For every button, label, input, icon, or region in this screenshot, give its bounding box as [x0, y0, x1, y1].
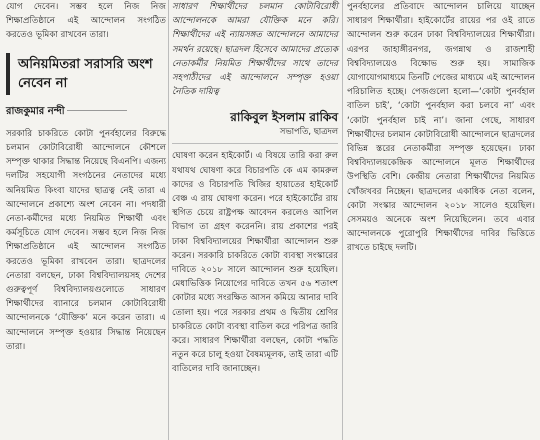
quote-author: রাকিবুল ইসলাম রাকিব	[230, 110, 338, 125]
intro-paragraph: যোগ দেবেন। সম্ভব হলে নিজ নিজ শিক্ষাপ্রতিষ্ঠানে এই আন্দোলন সংগঠিত করতেও ভূমিকা রাখবেন তারা।	[6, 2, 166, 41]
pull-quote: অনিয়মিতরা সরাসরি অংশ নেবেন না	[6, 53, 166, 95]
column-divider	[342, 0, 343, 440]
quote-author-role: সভাপতি, ছাত্রদল	[279, 126, 338, 137]
byline-rule	[67, 110, 127, 111]
column-2	[172, 0, 338, 377]
column-1	[6, 0, 166, 354]
article-body: পুনর্বহালের প্রতিবাদে আন্দোলন চালিয়ে যাচ্ছেন সাধারণ শিক্ষার্থীরা। হাইকোর্টের রায়ের পর ওই রাতে আন্দোলন শুরু করেন ঢাকা বিশ্ববিদ্যালয়ের শিক্ষার্থীরা। এরপর জাহাঙ্গীরনগর, জগন্নাথ ও রাজশাহী বিশ্ববিদ্যালয়েও বিক্ষোভ শুরু হয়। সামাজিক যোগাযোগমাধ্যমে তিনটি পেজের মাধ্যমে এই আন্দোলন পরিচালিত হচ্ছে। পেজগুলো হলো—‘কোটা পুনর্বহাল বাতিল চাই’, ‘কোটা পুনর্বহাল করা চলবে না’ এবং ‘কোটা পুনর্বহাল চাই না’। জানা গেছে, সাধারণ শিক্ষার্থীদের চলমান কোটাবিরোধী আন্দোলনে ছাত্রদলের বিভিন্ন স্তরের নেতাকর্মীরা সম্পৃক্ত হয়েছেন। ঢাকা বিশ্ববিদ্যালয়কেন্দ্রিক আন্দোলনে মূলত শিক্ষার্থীদের উপস্থিতি বেশি। কেন্দ্রীয় নেতারা শিক্ষার্থীদের নিয়মিত খোঁজখবর নিচ্ছেন। ছাত্রদলের একাধিক নেতা বলেন, কোটা সংস্কার আন্দোলন ২০১৮ সালেও হয়েছিল। সেসময়ও অনেকে অংশ নিয়েছিলেন। তবে এবার আন্দোলনকে পুরোপুরি শিক্ষার্থীদের দাবির ভিত্তিতে রাখতে চাইছে দলটি।	[347, 2, 535, 254]
byline-name: রাজকুমার নন্দী	[6, 105, 65, 117]
section-divider	[172, 143, 338, 144]
column-3	[347, 0, 535, 256]
article-body: ঘোষণা করেন হাইকোর্ট। এ বিষয়ে তারি করা রুল যথাযথ ঘোষণা করে বিচারপতি কে এম কামরুল কাদের ও বিচারপতি খিজির হায়াতের হাইকোর্ট বেঞ্চ এ রায় ঘোষণা করেন। পরে হাইকোর্টের রায় স্থগিত চেয়ে রাষ্ট্রপক্ষ আবেদন করলেও আপিল বিভাগ তা গ্রহণ করেননি। রায় প্রকাশের পরই ঢাকা বিশ্ববিদ্যালয়ের শিক্ষার্থীরা আন্দোলন শুরু করেন। সরকারি চাকরিতে কোটা ব্যবস্থা সংস্কারের দাবিতে ২০১৮ সালে আন্দোলন শুরু হয়েছিল। মেধাভিত্তিক নিয়োগের দাবিতে তখন ৫৬ শতাংশ কোটার মধ্যে সংরক্ষিত আসন কমিয়ে আনার দাবি তোলা হয়। পরে সরকার প্রথম ও দ্বিতীয় শ্রেণির চাকরিতে কোটা ব্যবস্থা বাতিল করে পরিপত্র জারি করে। সাধারণ শিক্ষার্থীরা বলছেন, কোটা পদ্ধতি নতুন করে চালু হওয়া বৈষম্যমূলক, তাই তারা এটি বাতিলের দাবি জানাচ্ছেন।	[172, 151, 338, 375]
quote-block	[172, 0, 338, 99]
quote-text: সাধারণ শিক্ষার্থীদের চলমান কোটাবিরোধী আন্দোলনকে আমরা যৌক্তিক মনে করি। শিক্ষার্থীদের এই ন্যায়সঙ্গত আন্দোলনে আমাদের সমর্থন রয়েছে। ছাত্রদল হিসেবে আমাদের প্রত্যেক নেতাকর্মীর নিয়মিত শিক্ষার্থীদের সাথে তাদের সহপাঠীদের এই আন্দোলনে সম্পৃক্ত হওয়া নৈতিক দায়িত্ব	[172, 2, 338, 98]
article-body: সরকারি চাকরিতে কোটা পুনর্বহালের বিরুদ্ধে চলমান কোটাবিরোধী আন্দোলনে কৌশলে সম্পৃক্ত থাকার সিদ্ধান্ত নিয়েছে বিএনপি। এজন্য দলটির সহযোগী সংগঠনের নেতাদের মধ্যে অনিয়মিত কিংবা যাদের ছাত্রত্ব নেই তারা এ আন্দোলনে প্রকাশ্যে অংশ নেবেন না। পদধারী নেতা-কর্মীদের মধ্যে নিয়মিত শিক্ষার্থী এবং কর্মসূচিতে যোগ দেবেন। সম্ভব হলে নিজ নিজ শিক্ষাপ্রতিষ্ঠানে এই আন্দোলন সংগঠিত করতেও ভূমিকা রাখবেন তারা। ছাত্রদলের নেতারা বলছেন, ঢাকা বিশ্ববিদ্যালয়সহ দেশের গুরুত্বপূর্ণ বিশ্ববিদ্যালয়গুলোতে সাধারণ শিক্ষার্থীদের ব্যানারে চলমান কোটাবিরোধী আন্দোলনকে ‘যৌক্তিক’ মনে করেন তারা। এ আন্দোলনে সম্পৃক্ত হওয়ার সিদ্ধান্ত নিয়েছেন তারা।	[6, 128, 166, 352]
byline	[6, 105, 166, 119]
column-divider	[168, 0, 169, 440]
